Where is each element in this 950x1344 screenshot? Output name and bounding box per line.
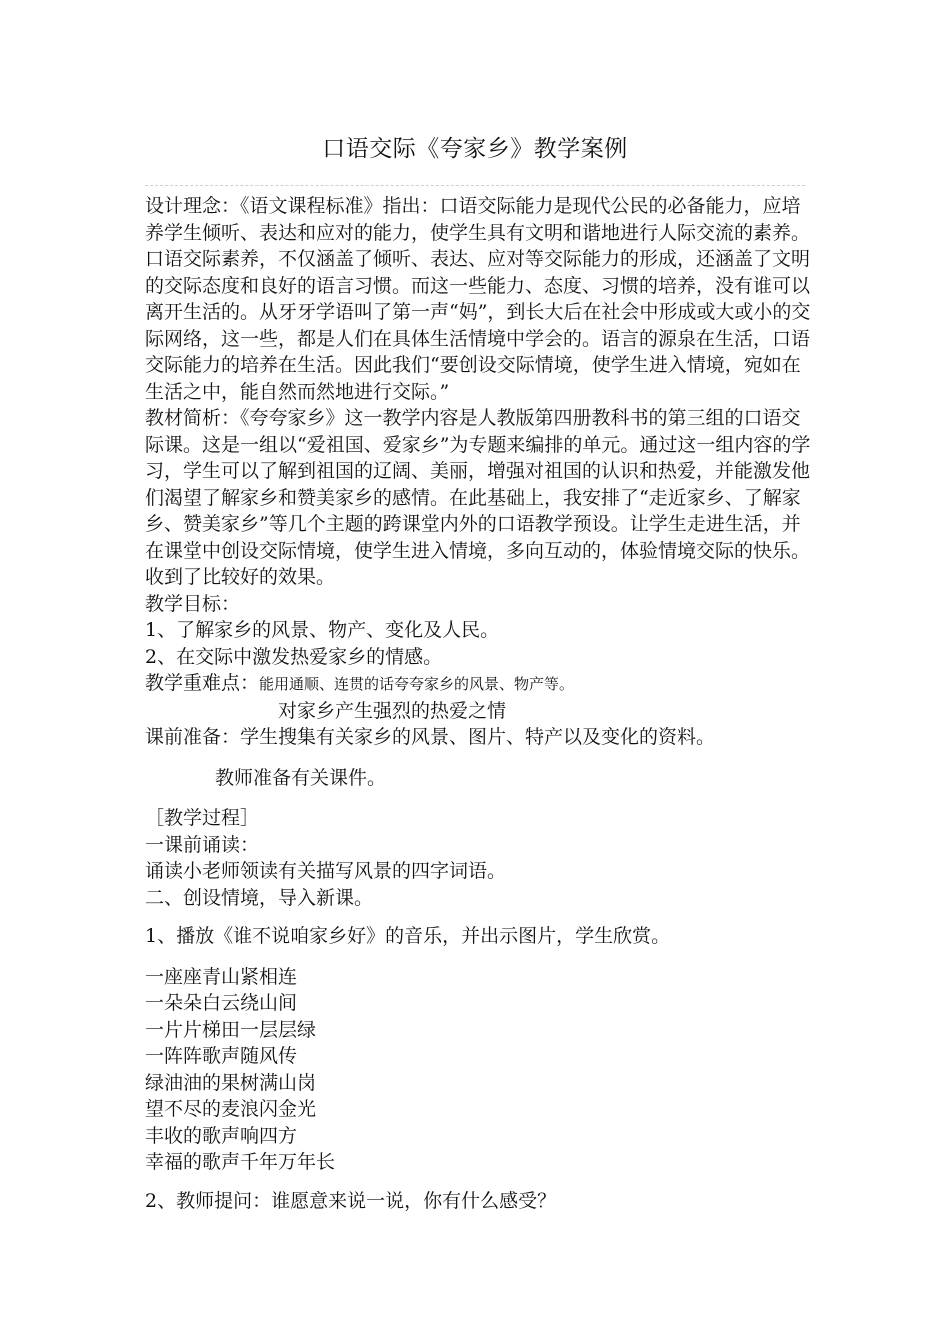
goals-heading: 教学目标： — [145, 592, 241, 615]
step2-item-2: 2、教师提问：谁愿意来说一说，你有什么感受？ — [145, 1189, 557, 1212]
process-heading: ［教学过程］ — [145, 807, 260, 829]
preparation-teacher: 教师准备有关课件。 — [215, 766, 387, 789]
design-idea-paragraph: 设计理念：《语文课程标准》指出：口语交际能力是现代公民的必备能力，应培养学生倾听、表达和应对的能力，使学生具有文明和谐地进行人际交流的素养。口语交际素养，不仅涵盖了倾听、表达、应对等交际能力的形成，还涵盖了文明的交际态度和良好的语言习惯。而这一些能力、态度、习惯的培养，没有谁可以离开生活的。从牙牙学语叫了第一声“妈”，到长大后在社会中形成或大或小的交际网络，这一些，都是人们在具体生活情境中学会的。语言的源泉在生活，口语交际能力的培养在生活。因此我们“要创设交际情境，使学生进入情境，宛如在生活之中，能自然而然地进行交际。” — [145, 195, 811, 403]
poem-line: 绿油油的果树满山岗 — [145, 1071, 317, 1094]
preparation-students: 课前准备：学生搜集有关家乡的风景、图片、特产以及变化的资料。 — [145, 726, 716, 748]
key-points-line-2: 对家乡产生强烈的热爱之情 — [278, 699, 507, 722]
key-points-text: 能用通顺、连贯的话夸夸家乡的风景、物产等。 — [259, 675, 575, 693]
document-title: 口语交际《夸家乡》教学案例 — [322, 136, 628, 162]
document-body — [145, 193, 817, 1214]
poem-line: 一座座青山紧相连 — [145, 965, 298, 988]
step1-title: 一课前诵读： — [145, 833, 260, 856]
goal-item: 2、在交际中激发热爱家乡的情感。 — [145, 645, 443, 668]
key-points-label: 教学重难点： — [145, 672, 260, 694]
goal-item: 1、了解家乡的风景、物产、变化及人民。 — [145, 619, 500, 641]
poem-line: 一朵朵白云绕山间 — [145, 992, 298, 1014]
poem-line: 丰收的歌声响四方 — [145, 1124, 298, 1147]
poem-block — [145, 964, 817, 1176]
step1-text: 诵读小老师领读有关描写风景的四字词语。 — [145, 860, 507, 882]
step2-title: 二、创设情境，导入新课。 — [145, 886, 374, 909]
step2-item-1: 1、播放《谁不说咱家乡好》的音乐，并出示图片，学生欣赏。 — [145, 925, 671, 947]
key-points-line — [145, 670, 817, 698]
poem-line: 一片片梯田一层层绿 — [145, 1018, 317, 1041]
poem-line: 一阵阵歌声随风传 — [145, 1045, 298, 1067]
poem-line: 幸福的歌声千年万年长 — [145, 1151, 336, 1173]
poem-line: 望不尽的麦浪闪金光 — [145, 1098, 317, 1120]
material-analysis-paragraph: 教材简析：《夸夸家乡》这一教学内容是人教版第四册教科书的第三组的口语交际课。这是一组以“爱祖国、爱家乡”为专题来编排的单元。通过这一组内容的学习，学生可以了解到祖国的辽阔、美丽，增强对祖国的认识和热爱，并能激发他们渴望了解家乡和赞美家乡的感情。在此基础上，我安排了“走近家乡、了解家乡、赞美家乡”等几个主题的跨课堂内外的口语教学预设。让学生走进生活，并在课堂中创设交际情境，使学生进入情境，多向互动的，体验情境交际的快乐。收到了比较好的效果。 — [145, 407, 811, 588]
title-divider — [145, 185, 805, 186]
